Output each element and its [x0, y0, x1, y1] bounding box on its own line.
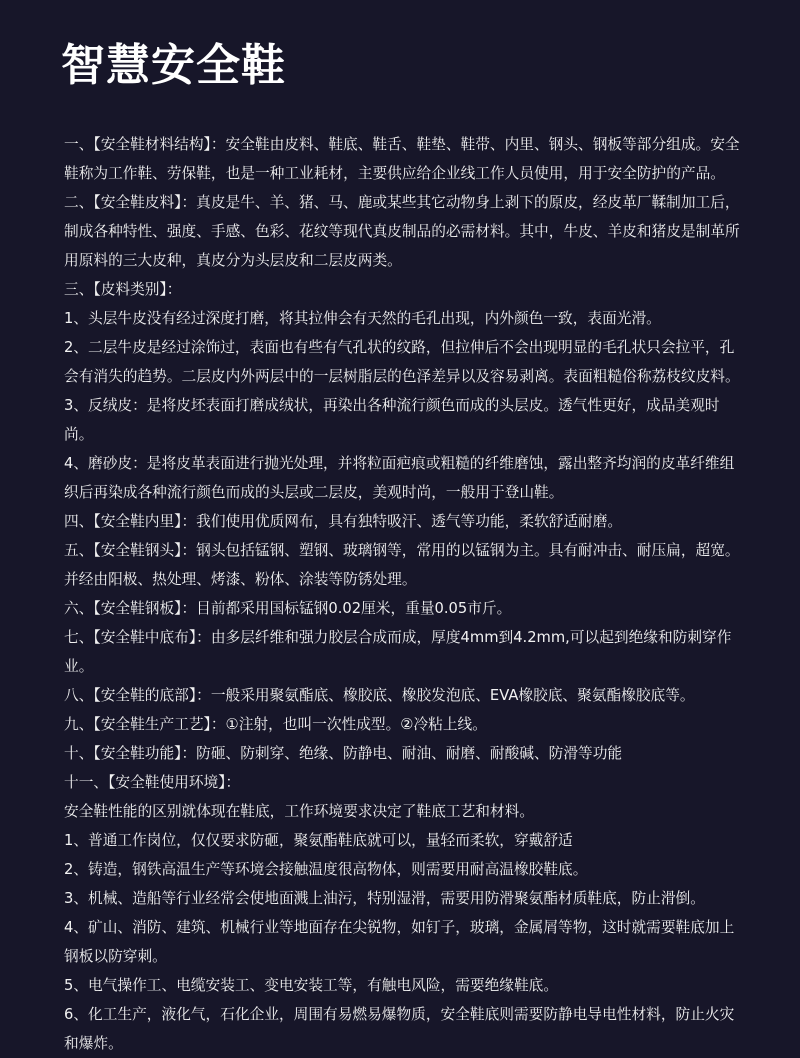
paragraph-leather-type-1: 1、头层牛皮没有经过深度打磨，将其拉伸会有天然的毛孔出现，内外颜色一致，表面光滑。	[64, 310, 661, 327]
article-body	[64, 130, 740, 1058]
paragraph-functions: 十、【安全鞋功能】：防砸、防刺穿、绝缘、防静电、耐油、耐磨、耐酸碱、防滑等功能	[64, 745, 623, 762]
paragraph-process: 九、【安全鞋生产工艺】：①注射，也叫一次性成型。②冷粘上线。	[64, 716, 487, 733]
paragraph-environment-intro: 安全鞋性能的区别就体现在鞋底，工作环境要求决定了鞋底工艺和材料。	[64, 803, 535, 820]
paragraph-leather-type-3: 3、反绒皮：是将皮坯表面打磨成绒状，再染出各种流行颜色而成的头层皮。透气性更好，成品美观时尚。	[64, 397, 720, 443]
paragraph-environment-6: 6、化工生产，液化气，石化企业，周围有易燃易爆物质，安全鞋底则需要防静电导电性材料，防止火灾和爆炸。	[64, 1006, 735, 1052]
paragraph-environment-2: 2、铸造，钢铁高温生产等环境会接触温度很高物体，则需要用耐高温橡胶鞋底。	[64, 861, 588, 878]
paragraph-leather-type-4: 4、磨砂皮：是将皮革表面进行抛光处理，并将粒面疤痕或粗糙的纤维磨蚀，露出整齐均润的皮革纤维组织后再染成各种流行颜色而成的头层或二层皮，美观时尚，一般用于登山鞋。	[64, 455, 735, 501]
paragraph-leather-type-2: 2、二层牛皮是经过涂饰过，表面也有些有气孔状的纹路，但拉伸后不会出现明显的毛孔状只会拉平，孔会有消失的趋势。二层皮内外两层中的一层树脂层的色泽差异以及容易剥离。表面粗糙俗称荔枝纹皮料。	[64, 339, 740, 385]
paragraph-leather: 二、【安全鞋皮料】：真皮是牛、羊、猪、马、鹿或某些其它动物身上剥下的原皮，经皮革厂鞣制加工后，制成各种特性、强度、手感、色彩、花纹等现代真皮制品的必需材料。其中，牛皮、羊皮和猪皮是制革所用原料的三大皮种，真皮分为头层皮和二层皮两类。	[64, 194, 740, 269]
paragraph-environment-heading: 十一、【安全鞋使用环境】：	[64, 774, 241, 791]
paragraph-toe-cap: 五、【安全鞋钢头】：钢头包括锰钢、塑钢、玻璃钢等，常用的以锰钢为主。具有耐冲击、耐压扁，超宽。并经由阳极、热处理、烤漆、粉体、涂装等防锈处理。	[64, 542, 740, 588]
paragraph-environment-5: 5、电气操作工、电缆安装工、变电安装工等，有触电风险，需要绝缘鞋底。	[64, 977, 559, 994]
paragraph-environment-4: 4、矿山、消防、建筑、机械行业等地面存在尖锐物，如钉子，玻璃，金属屑等物，这时就需要鞋底加上钢板以防穿刺。	[64, 919, 735, 965]
paragraph-leather-types-heading: 三、【皮料类别】：	[64, 281, 182, 298]
paragraph-environment-3: 3、机械、造船等行业经常会使地面溅上油污，特别湿滑，需要用防滑聚氨酯材质鞋底，防止滑倒。	[64, 890, 705, 907]
paragraph-material-structure: 一、【安全鞋材料结构】：安全鞋由皮料、鞋底、鞋舌、鞋垫、鞋带、内里、钢头、钢板等部分组成。安全鞋称为工作鞋、劳保鞋，也是一种工业耗材，主要供应给企业线工作人员使用，用于安全防护的产品。	[64, 136, 740, 182]
paragraph-lining: 四、【安全鞋内里】：我们使用优质网布，具有独特吸汗、透气等功能，柔软舒适耐磨。	[64, 513, 623, 530]
paragraph-midsole: 七、【安全鞋中底布】：由多层纤维和强力胶层合成而成，厚度4mm到4.2mm,可以起到绝缘和防刺穿作业。	[64, 629, 732, 675]
paragraph-environment-1: 1、普通工作岗位，仅仅要求防砸，聚氨酯鞋底就可以，量轻而柔软，穿戴舒适	[64, 832, 573, 849]
page-title: 智慧安全鞋	[61, 40, 286, 91]
paragraph-outsole: 八、【安全鞋的底部】：一般采用聚氨酯底、橡胶底、橡胶发泡底、EVA橡胶底、聚氨酯橡胶底等。	[64, 687, 695, 704]
paragraph-steel-plate: 六、【安全鞋钢板】：目前都采用国标锰钢0.02厘米，重量0.05市斤。	[64, 600, 512, 617]
